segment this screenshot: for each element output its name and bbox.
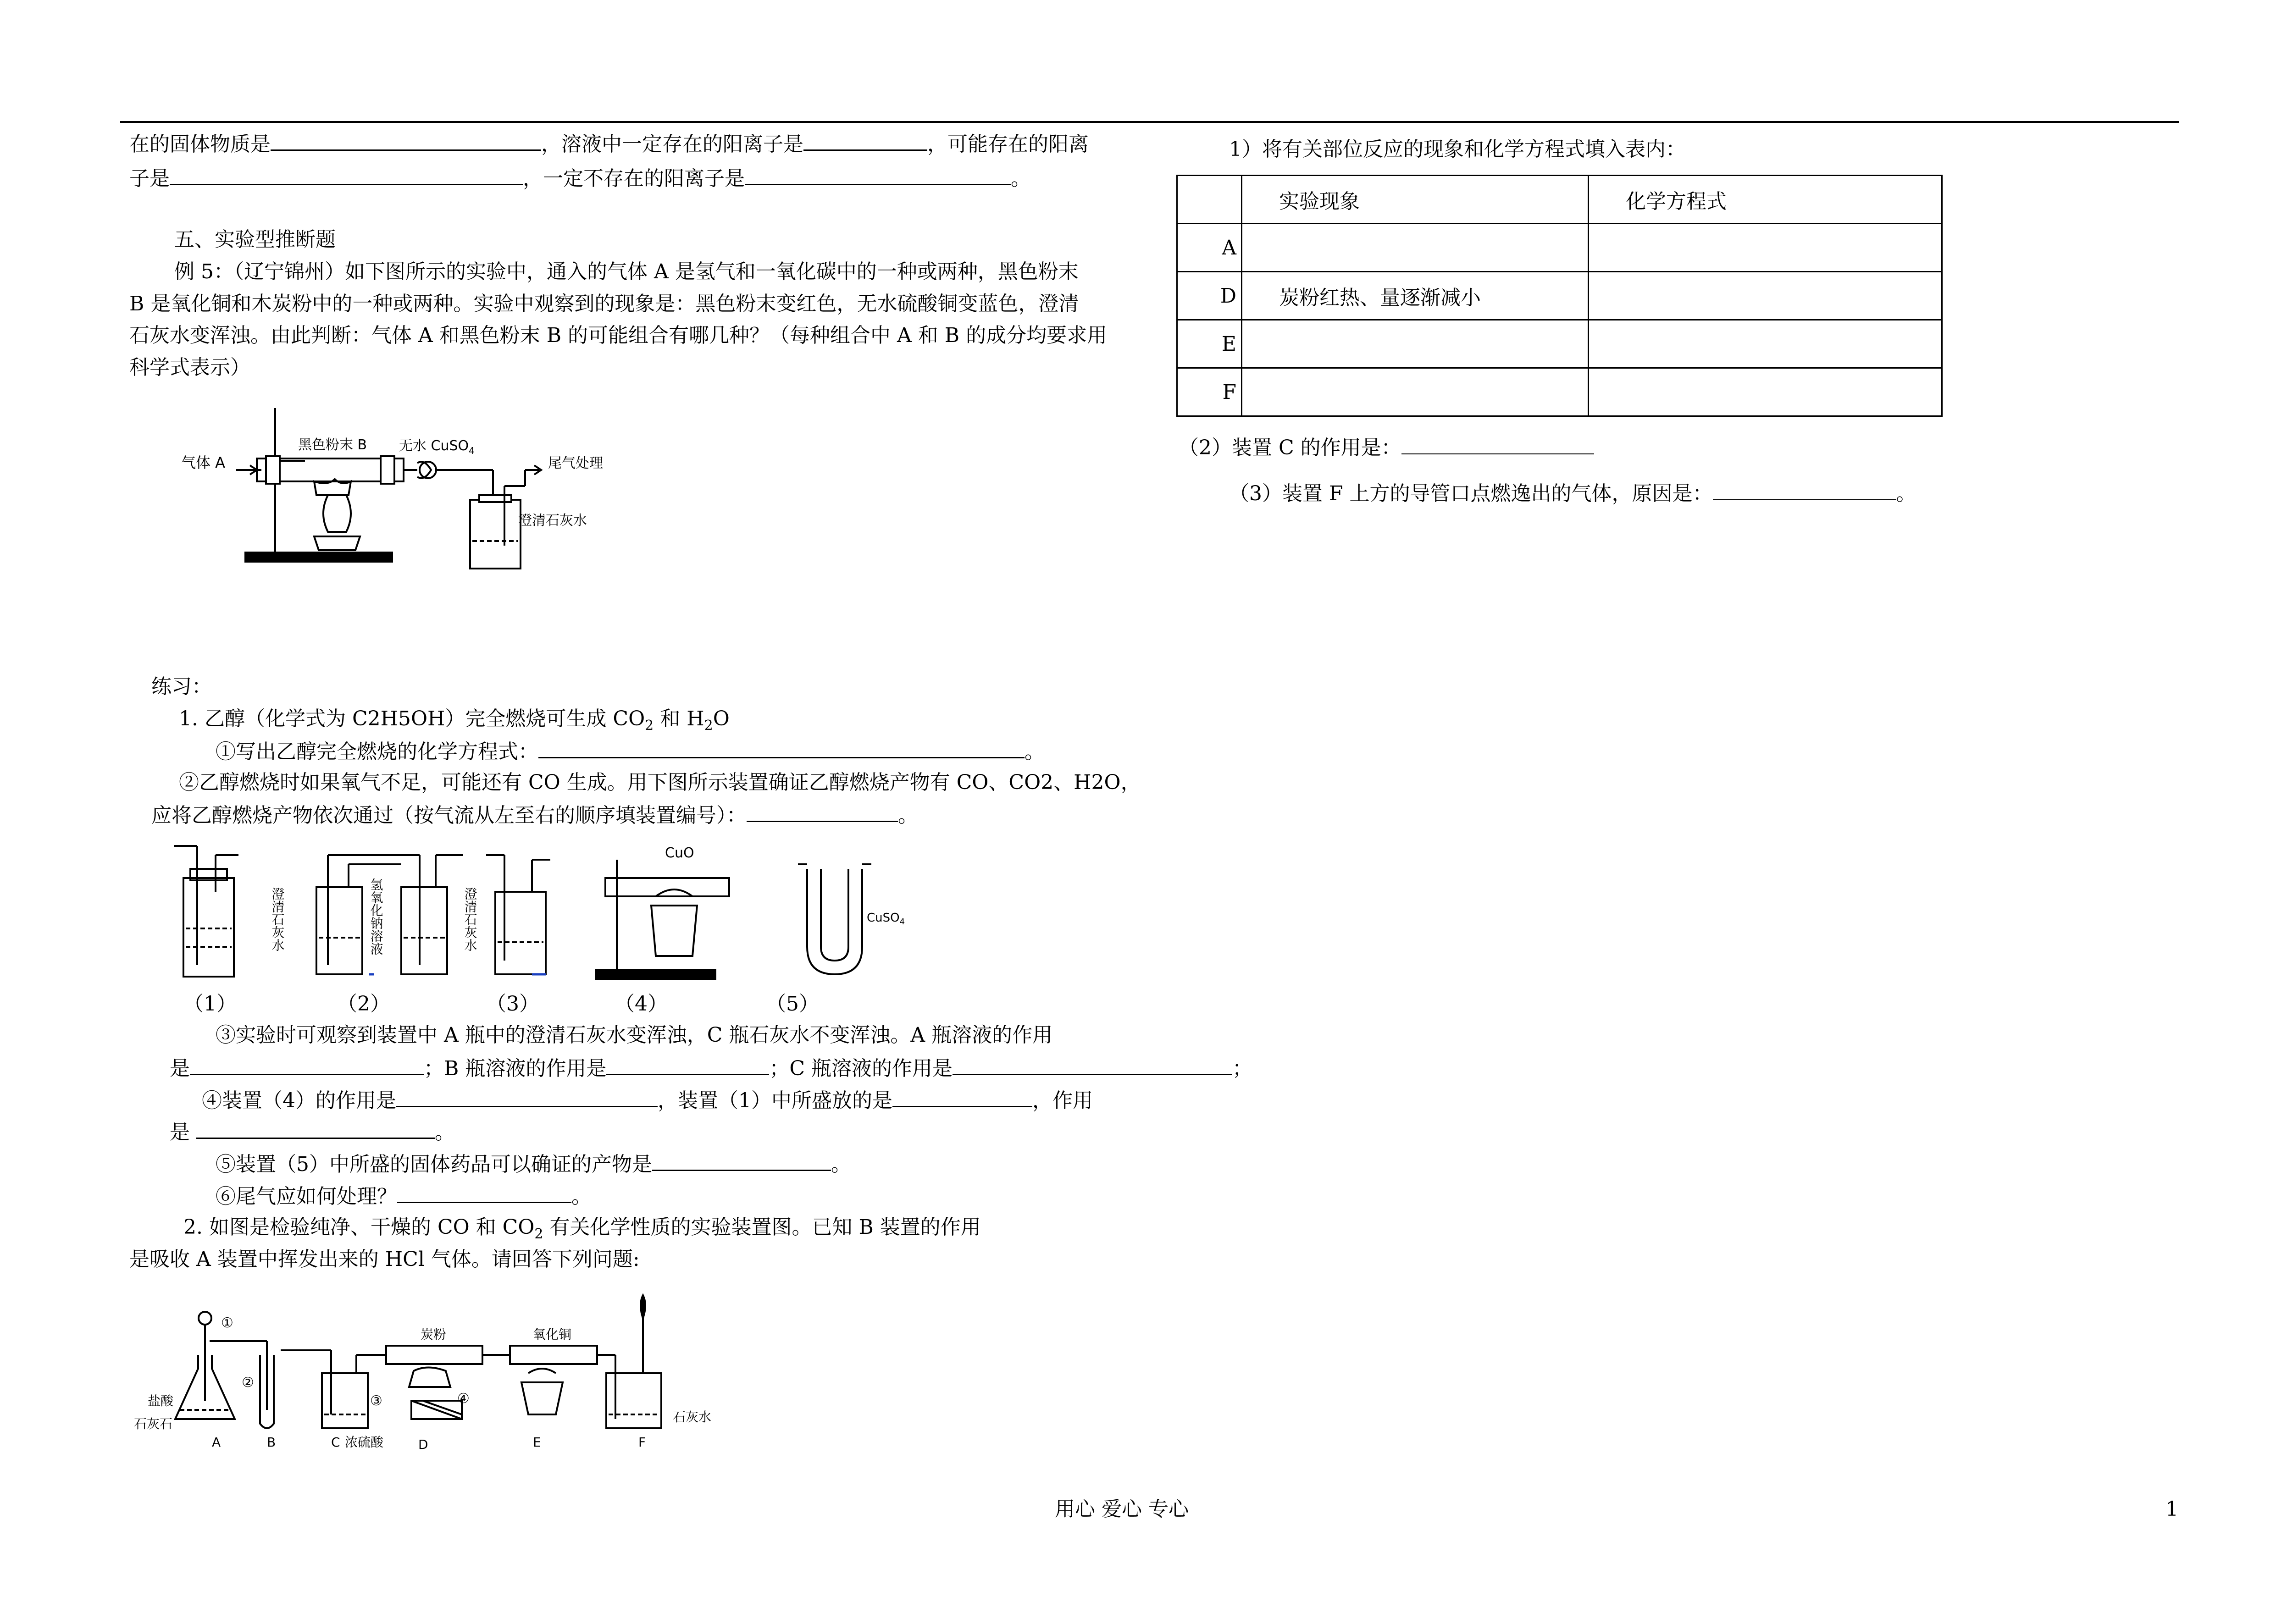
- section-heading: 五、实验型推断题: [174, 228, 336, 251]
- label-gas-a: 气体 A: [181, 454, 226, 471]
- question-1-1: [216, 737, 1045, 766]
- example-text: B 是氧化铜和木炭粉中的一种或两种。实验中观察到的现象是：黑色粉末变红色，无水硫酸铜变蓝色，澄清: [129, 292, 1079, 315]
- table-cell[interactable]: [1589, 368, 1942, 416]
- table-row: [1177, 320, 1942, 368]
- label-f: F: [638, 1435, 646, 1450]
- table-cell[interactable]: [1589, 320, 1942, 368]
- example-text: 例 5：（辽宁锦州）如下图所示的实验中，通入的气体 A 是氢气和一氧化碳中的一种或两种，黑色粉末: [174, 260, 1079, 283]
- label-e: E: [533, 1435, 541, 1450]
- answer-blank[interactable]: [271, 129, 541, 151]
- text: 。: [831, 1153, 851, 1176]
- text: 子是: [129, 167, 170, 190]
- text: 在的固体物质是: [129, 133, 271, 156]
- device-label-3: （3）: [486, 992, 539, 1016]
- observation-table: [1176, 175, 1943, 417]
- text: 。: [898, 804, 918, 827]
- question-2: [183, 1214, 981, 1248]
- text: 是: [170, 1057, 190, 1080]
- text: 2. 如图是检验纯净、干燥的 CO 和 CO: [183, 1215, 535, 1239]
- text: ；C 瓶溶液的作用是: [769, 1057, 953, 1080]
- answer-blank[interactable]: [396, 1086, 658, 1107]
- answer-blank[interactable]: [652, 1149, 831, 1171]
- question-1-2-line2: [151, 801, 918, 829]
- text: 1. 乙醇（化学式为 C2H5OH）完全燃烧可生成 CO: [179, 707, 645, 730]
- subscript: 2: [534, 1226, 543, 1242]
- label-circle-1: ①: [221, 1315, 233, 1331]
- row-label: D: [1177, 272, 1242, 320]
- question-1-6: [216, 1182, 592, 1210]
- text: ，作用: [1032, 1089, 1093, 1112]
- subscript: 2: [704, 717, 713, 734]
- table-header-equation: 化学方程式: [1589, 176, 1942, 224]
- answer-blank[interactable]: [606, 1054, 769, 1075]
- line-solid-cation: [129, 129, 1089, 158]
- text: 。: [571, 1185, 592, 1208]
- text: 。: [1896, 482, 1916, 505]
- text: （2）装置 C 的作用是：: [1179, 436, 1401, 459]
- label-limewater-2: 澄清石灰水: [462, 887, 478, 951]
- table-row: [1177, 368, 1942, 416]
- device-label-4: （4）: [615, 992, 668, 1016]
- label-d: D: [418, 1437, 428, 1452]
- answer-blank[interactable]: [1713, 479, 1896, 500]
- line-cation-2: [129, 164, 1031, 193]
- row-label: A: [1177, 224, 1242, 272]
- table-cell[interactable]: [1589, 272, 1942, 320]
- label-naoh: 氢氧化钠溶液: [368, 878, 384, 955]
- text: （3）装置 F 上方的导管口点燃逸出的气体，原因是：: [1229, 482, 1713, 505]
- label-limewater-1: 澄清石灰水: [270, 887, 285, 951]
- text: ⑤装置（5）中所盛的固体药品可以确证的产物是: [216, 1153, 652, 1176]
- label-cuso4: 无水 CuSO$_4$: [399, 438, 475, 456]
- label-h2so4: 浓硫酸: [345, 1435, 384, 1450]
- example-text: 石灰水变浑浊。由此判断：气体 A 和黑色粉末 B 的可能组合有哪几种？（每种组合中 A 和 B 的成分均要求用: [129, 324, 1108, 347]
- question-f-reason: [1229, 479, 1916, 508]
- text: 。: [435, 1121, 455, 1144]
- answer-blank[interactable]: [747, 801, 898, 822]
- table-cell[interactable]: [1242, 320, 1589, 368]
- table-cell[interactable]: 炭粉红热、量逐渐减小: [1242, 272, 1589, 320]
- table-cell: [1177, 176, 1242, 224]
- device-label-2: （2）: [337, 992, 390, 1016]
- answer-blank[interactable]: [397, 1182, 571, 1203]
- answer-blank[interactable]: [538, 737, 1025, 758]
- table-row: [1177, 176, 1942, 224]
- table-row: [1177, 224, 1942, 272]
- table-cell[interactable]: [1242, 368, 1589, 416]
- subscript: 2: [645, 717, 654, 734]
- table-question-title: 1）将有关部位反应的现象和化学方程式填入表内：: [1229, 138, 1686, 161]
- answer-blank[interactable]: [803, 129, 927, 151]
- text: ，溶液中一定存在的阳离子是: [541, 133, 803, 156]
- example-text: 科学式表示）: [129, 356, 250, 379]
- apparatus-diagram-1: [177, 408, 612, 573]
- footer-motto: 用心 爱心 专心: [1055, 1497, 1189, 1521]
- label-limewater: 澄清石灰水: [518, 513, 587, 529]
- answer-blank[interactable]: [1401, 433, 1594, 454]
- apparatus-diagram-3: [129, 1291, 748, 1465]
- label-cuo: 氧化铜: [533, 1327, 572, 1342]
- text: ，可能存在的阳离: [927, 133, 1089, 156]
- apparatus-diagram-2: [165, 837, 968, 988]
- answer-blank[interactable]: [196, 1117, 435, 1139]
- text: ；B 瓶溶液的作用是: [424, 1057, 607, 1080]
- table-header-phenomenon: 实验现象: [1242, 176, 1589, 224]
- question-1-2: ②乙醇燃烧时如果氧气不足，可能还有 CO 生成。用下图所示装置确证乙醇燃烧产物有 CO、CO2、H2O，: [179, 771, 1141, 794]
- label-hcl: 盐酸: [148, 1393, 174, 1409]
- text: 有关化学性质的实验装置图。已知 B 装置的作用: [543, 1215, 981, 1239]
- row-label: E: [1177, 320, 1242, 368]
- answer-blank[interactable]: [170, 164, 523, 185]
- question-1-4: [202, 1086, 1093, 1115]
- table-row: [1177, 272, 1942, 320]
- text: 。: [1011, 167, 1031, 190]
- label-c: C: [331, 1435, 340, 1450]
- label-cuso4: CuSO$_4$: [867, 911, 905, 927]
- question-1-3: ③实验时可观察到装置中 A 瓶中的澄清石灰水变浑浊，C 瓶石灰水不变浑浊。A 瓶溶液的作用: [216, 1023, 1053, 1047]
- table-cell[interactable]: [1589, 224, 1942, 272]
- question-1-3-line2: [170, 1054, 1252, 1083]
- label-circle-3: ③: [370, 1393, 382, 1409]
- text: ；: [1232, 1057, 1252, 1080]
- answer-blank[interactable]: [892, 1086, 1032, 1107]
- question-1-5: [216, 1149, 851, 1178]
- text: O: [713, 707, 730, 730]
- text: 是: [170, 1121, 190, 1144]
- device-label-5: （5）: [766, 992, 819, 1016]
- header-rule: [120, 121, 2179, 123]
- question-2-line2: 是吸收 A 装置中挥发出来的 HCl 气体。请回答下列问题:: [129, 1248, 640, 1271]
- table-cell[interactable]: [1242, 224, 1589, 272]
- label-circle-4: ④: [457, 1391, 470, 1407]
- answer-blank[interactable]: [745, 164, 1011, 185]
- label-a: A: [212, 1435, 221, 1450]
- label-carbon: 炭粉: [421, 1327, 447, 1342]
- question-1: [179, 705, 730, 740]
- device-label-1: （1）: [183, 992, 237, 1016]
- question-1-4-line2: [170, 1117, 455, 1146]
- page-number: 1: [2166, 1497, 2178, 1521]
- text: ，装置（1）中所盛放的是: [658, 1089, 892, 1112]
- text: 应将乙醇燃烧产物依次通过（按气流从左至右的顺序填装置编号）：: [151, 804, 747, 827]
- text: ④装置（4）的作用是: [202, 1089, 396, 1112]
- label-limestone: 石灰石: [134, 1416, 173, 1431]
- row-label: F: [1177, 368, 1242, 416]
- text: 和 H: [654, 707, 704, 730]
- answer-blank[interactable]: [190, 1054, 424, 1075]
- text: ⑥尾气应如何处理？: [216, 1185, 397, 1208]
- label-black-powder: 黑色粉末 B: [298, 437, 367, 453]
- label-cuo: CuO: [665, 845, 694, 861]
- text: ，一定不存在的阳离子是: [523, 167, 745, 190]
- label-tail-gas: 尾气处理: [548, 455, 603, 471]
- text: ①写出乙醇完全燃烧的化学方程式：: [216, 740, 538, 763]
- question-c-role: [1179, 433, 1594, 462]
- answer-blank[interactable]: [953, 1054, 1232, 1075]
- label-b: B: [267, 1435, 276, 1450]
- label-limewater: 石灰水: [673, 1409, 712, 1425]
- practice-heading: 练习：: [151, 675, 212, 698]
- label-circle-2: ②: [242, 1375, 254, 1391]
- text: 。: [1025, 740, 1045, 763]
